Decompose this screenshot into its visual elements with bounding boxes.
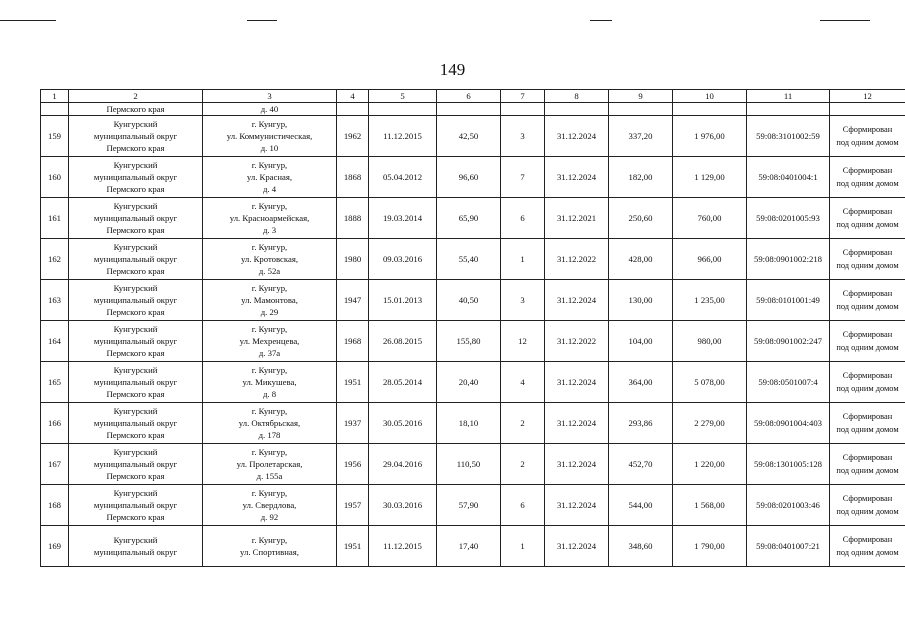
value-cell: 2 279,00: [673, 403, 747, 444]
date-cell: 05.04.2012: [369, 157, 437, 198]
value-cell: 966,00: [673, 239, 747, 280]
municipality-line: муниципальный округ: [93, 295, 178, 305]
deadline-cell: 31.12.2022: [545, 321, 609, 362]
deadline-cell: 31.12.2024: [545, 362, 609, 403]
municipality-line: Кунгурский: [113, 119, 158, 129]
value-cell: 348,60: [609, 526, 673, 567]
municipality-line: муниципальный округ: [93, 254, 178, 264]
scan-edge-mark: [590, 20, 612, 21]
status-cell: [830, 157, 905, 198]
value-cell: 182,00: [609, 157, 673, 198]
address-line: ул. Мехренцева,: [239, 336, 300, 346]
status-line: Сформирован: [842, 289, 893, 298]
page-number: 149: [439, 60, 466, 79]
municipality-line: Пермского края: [106, 389, 165, 399]
column-number-header: 2: [69, 90, 203, 103]
address-line: г. Кунгур,: [251, 283, 288, 293]
count-cell: 2: [501, 444, 545, 485]
cadastral-number-cell: 59:08:0201005:93: [747, 198, 830, 239]
scan-edge-mark: [820, 20, 870, 21]
municipality-line: Кунгурский: [113, 488, 158, 498]
municipality-line: Пермского края: [106, 307, 165, 317]
address-line: д. 3: [262, 225, 277, 235]
deadline-cell: 31.12.2021: [545, 198, 609, 239]
value-cell: 1 129,00: [673, 157, 747, 198]
status-cell: [830, 198, 905, 239]
address-cell: [203, 403, 337, 444]
address-line: ул. Мамонтова,: [241, 295, 298, 305]
table-cell: [69, 103, 203, 116]
address-line: г. Кунгур,: [251, 119, 288, 129]
value-cell: 130,00: [609, 280, 673, 321]
municipality-line: Пермского края: [106, 348, 165, 358]
municipality-line: Кунгурский: [113, 283, 158, 293]
municipality-line: Кунгурский: [113, 365, 158, 375]
value-cell: 104,00: [609, 321, 673, 362]
cadastral-number-cell: 59:08:0401007:21: [747, 526, 830, 567]
column-number-header: 5: [369, 90, 437, 103]
status-line: под одним домом: [836, 343, 899, 352]
table-row: [41, 403, 905, 444]
table-cell: [747, 103, 830, 116]
column-number-header: 8: [545, 90, 609, 103]
status-line: под одним домом: [836, 466, 899, 475]
municipality-line: муниципальный округ: [93, 459, 178, 469]
address-line: г. Кунгур,: [251, 406, 288, 416]
status-cell: [830, 526, 905, 567]
municipality-line: Кунгурский: [113, 242, 158, 252]
cadastral-number-cell: 59:08:0501007:4: [747, 362, 830, 403]
municipality-cell: [69, 280, 203, 321]
table-row: [41, 157, 905, 198]
address-line: г. Кунгур,: [251, 324, 288, 334]
cadastral-number-cell: 59:08:0401004:1: [747, 157, 830, 198]
count-cell: 3: [501, 116, 545, 157]
status-line: под одним домом: [836, 548, 899, 557]
status-line: Сформирован: [842, 207, 893, 216]
value-cell: 1 568,00: [673, 485, 747, 526]
date-cell: 29.04.2016: [369, 444, 437, 485]
address-line: ул. Кротовская,: [240, 254, 299, 264]
address-line: ул. Октябрьская,: [238, 418, 301, 428]
deadline-cell: 31.12.2024: [545, 280, 609, 321]
status-line: Сформирован: [842, 371, 893, 380]
address-line: г. Кунгур,: [251, 160, 288, 170]
count-cell: 2: [501, 403, 545, 444]
value-cell: 544,00: [609, 485, 673, 526]
count-cell: 12: [501, 321, 545, 362]
municipality-line: муниципальный округ: [93, 213, 178, 223]
status-cell: [830, 280, 905, 321]
municipality-cell: [69, 403, 203, 444]
municipality-line: Пермского края: [106, 143, 165, 153]
address-line: д. 4: [262, 184, 277, 194]
municipality-line: Пермского края: [106, 512, 165, 522]
status-line: под одним домом: [836, 179, 899, 188]
municipality-line: Пермского края: [106, 430, 165, 440]
count-cell: 6: [501, 485, 545, 526]
value-cell: 1 220,00: [673, 444, 747, 485]
address-line: д. 92: [260, 512, 279, 522]
address-cell: [203, 321, 337, 362]
year-cell: 1968: [337, 321, 369, 362]
column-number-header: 1: [41, 90, 69, 103]
row-number-cell: 164: [41, 321, 69, 362]
value-cell: 5 078,00: [673, 362, 747, 403]
status-line: Сформирован: [842, 125, 893, 134]
date-cell: 09.03.2016: [369, 239, 437, 280]
row-number-cell: 166: [41, 403, 69, 444]
date-cell: 30.03.2016: [369, 485, 437, 526]
row-number-cell: 159: [41, 116, 69, 157]
year-cell: 1951: [337, 362, 369, 403]
date-cell: 15.01.2013: [369, 280, 437, 321]
deadline-cell: 31.12.2024: [545, 403, 609, 444]
address-line: г. Кунгур,: [251, 447, 288, 457]
status-line: Сформирован: [842, 453, 893, 462]
status-cell: [830, 321, 905, 362]
address-cell: [203, 444, 337, 485]
table-row: [41, 280, 905, 321]
table-cell: [545, 103, 609, 116]
count-cell: 1: [501, 526, 545, 567]
year-cell: 1980: [337, 239, 369, 280]
cadastral-number-cell: 59:08:0901004:403: [747, 403, 830, 444]
municipality-cell: [69, 362, 203, 403]
table-row-continued: [41, 103, 905, 116]
address-line: д. 8: [262, 389, 277, 399]
row-number-cell: 163: [41, 280, 69, 321]
municipality-line: Кунгурский: [113, 324, 158, 334]
area-cell: 20,40: [437, 362, 501, 403]
status-cell: [830, 403, 905, 444]
address-cell: [203, 485, 337, 526]
municipality-line: муниципальный округ: [93, 547, 178, 557]
year-cell: 1957: [337, 485, 369, 526]
column-number-header: 11: [747, 90, 830, 103]
cadastral-number-cell: 59:08:0101001:49: [747, 280, 830, 321]
column-number-header: 6: [437, 90, 501, 103]
value-cell: 760,00: [673, 198, 747, 239]
scan-edge-mark: [0, 20, 56, 21]
address-line: г. Кунгур,: [251, 535, 288, 545]
status-cell: [830, 116, 905, 157]
deadline-cell: 31.12.2022: [545, 239, 609, 280]
address-cell: [203, 116, 337, 157]
row-number-cell: 167: [41, 444, 69, 485]
column-number-header: 9: [609, 90, 673, 103]
column-number-header: 7: [501, 90, 545, 103]
status-line: под одним домом: [836, 220, 899, 229]
address-cell: [203, 198, 337, 239]
address-cell: [203, 157, 337, 198]
row-number-cell: 169: [41, 526, 69, 567]
address-cell: [203, 280, 337, 321]
municipality-cell: [69, 485, 203, 526]
municipality-line: муниципальный округ: [93, 172, 178, 182]
table-row: [41, 198, 905, 239]
address-line: д. 52а: [258, 266, 281, 276]
address-line: ул. Спортивная,: [240, 547, 299, 557]
status-line: Сформирован: [842, 535, 893, 544]
area-cell: 65,90: [437, 198, 501, 239]
municipality-line: Пермского края: [106, 225, 165, 235]
registry-table: [40, 89, 905, 567]
date-cell: 11.12.2015: [369, 526, 437, 567]
year-cell: 1937: [337, 403, 369, 444]
year-cell: 1868: [337, 157, 369, 198]
municipality-cell: [69, 198, 203, 239]
status-cell: [830, 239, 905, 280]
table-cell: [369, 103, 437, 116]
table-cell: [830, 103, 905, 116]
status-cell: [830, 444, 905, 485]
date-cell: 28.05.2014: [369, 362, 437, 403]
municipality-line: Пермского края: [106, 471, 165, 481]
table-cell: [41, 103, 69, 116]
municipality-cell: [69, 239, 203, 280]
row-number-cell: 162: [41, 239, 69, 280]
cadastral-number-cell: 59:08:1301005:128: [747, 444, 830, 485]
table-cell: [337, 103, 369, 116]
column-number-header: 10: [673, 90, 747, 103]
value-cell: 364,00: [609, 362, 673, 403]
table-cell: [203, 103, 337, 116]
address-line: г. Кунгур,: [251, 365, 288, 375]
address-line: д. 29: [260, 307, 279, 317]
table-cell: [609, 103, 673, 116]
table-row: [41, 444, 905, 485]
table-row: [41, 485, 905, 526]
value-cell: 250,60: [609, 198, 673, 239]
year-cell: 1962: [337, 116, 369, 157]
deadline-cell: 31.12.2024: [545, 116, 609, 157]
area-cell: 18,10: [437, 403, 501, 444]
status-line: Сформирован: [842, 166, 893, 175]
address-cell: [203, 526, 337, 567]
count-cell: 1: [501, 239, 545, 280]
address-line: д. 178: [258, 430, 281, 440]
municipality-line: Пермского края: [106, 184, 165, 194]
cadastral-number-cell: 59:08:0901002:247: [747, 321, 830, 362]
municipality-cell: [69, 321, 203, 362]
municipality-line: Кунгурский: [113, 535, 158, 545]
date-cell: 11.12.2015: [369, 116, 437, 157]
date-cell: 26.08.2015: [369, 321, 437, 362]
table-row: [41, 362, 905, 403]
value-cell: 980,00: [673, 321, 747, 362]
table-cell: [437, 103, 501, 116]
municipality-line: муниципальный округ: [93, 131, 178, 141]
area-cell: 55,40: [437, 239, 501, 280]
status-line: под одним домом: [836, 425, 899, 434]
value-cell: 1 790,00: [673, 526, 747, 567]
count-cell: 6: [501, 198, 545, 239]
area-cell: 42,50: [437, 116, 501, 157]
address-line: ул. Красная,: [246, 172, 293, 182]
address-cell: [203, 239, 337, 280]
address-line: д. 37а: [258, 348, 281, 358]
row-number-cell: 161: [41, 198, 69, 239]
year-cell: 1888: [337, 198, 369, 239]
scan-edge-mark: [247, 20, 277, 21]
area-cell: 110,50: [437, 444, 501, 485]
address-line: ул. Пролетарская,: [236, 459, 303, 469]
municipality-line: Кунгурский: [113, 406, 158, 416]
address-line: г. Кунгур,: [251, 488, 288, 498]
year-cell: 1947: [337, 280, 369, 321]
table-cell: [673, 103, 747, 116]
status-cell: [830, 485, 905, 526]
address-line: ул. Микушева,: [242, 377, 297, 387]
status-line: Сформирован: [842, 412, 893, 421]
count-cell: 4: [501, 362, 545, 403]
area-cell: 96,60: [437, 157, 501, 198]
address-line: д. 155а: [256, 471, 283, 481]
municipality-line: муниципальный округ: [93, 500, 178, 510]
area-cell: 17,40: [437, 526, 501, 567]
address-line: г. Кунгур,: [251, 242, 288, 252]
municipality-line: Кунгурский: [113, 201, 158, 211]
column-number-header: 12: [830, 90, 905, 103]
municipality-line: Кунгурский: [113, 160, 158, 170]
municipality-cell: [69, 116, 203, 157]
column-number-header: 4: [337, 90, 369, 103]
municipality-line: муниципальный округ: [93, 336, 178, 346]
municipality-line: Кунгурский: [113, 447, 158, 457]
table-cell: [501, 103, 545, 116]
count-cell: 3: [501, 280, 545, 321]
status-line: под одним домом: [836, 507, 899, 516]
cadastral-number-cell: 59:08:0201003:46: [747, 485, 830, 526]
year-cell: 1956: [337, 444, 369, 485]
status-line: под одним домом: [836, 261, 899, 270]
value-cell: 1 976,00: [673, 116, 747, 157]
address-line: ул. Красноармейская,: [229, 213, 310, 223]
table-row: [41, 526, 905, 567]
row-number-cell: 168: [41, 485, 69, 526]
value-cell: 1 235,00: [673, 280, 747, 321]
deadline-cell: 31.12.2024: [545, 157, 609, 198]
value-cell: 337,20: [609, 116, 673, 157]
status-line: под одним домом: [836, 302, 899, 311]
status-line: Сформирован: [842, 330, 893, 339]
date-cell: 19.03.2014: [369, 198, 437, 239]
municipality-line: Пермского края: [106, 266, 165, 276]
date-cell: 30.05.2016: [369, 403, 437, 444]
value-cell: 452,70: [609, 444, 673, 485]
deadline-cell: 31.12.2024: [545, 485, 609, 526]
address-line: г. Кунгур,: [251, 201, 288, 211]
status-cell: [830, 362, 905, 403]
deadline-cell: 31.12.2024: [545, 526, 609, 567]
municipality-cell: [69, 444, 203, 485]
address-line: д. 10: [260, 143, 279, 153]
count-cell: 7: [501, 157, 545, 198]
table-row: [41, 239, 905, 280]
column-numbers-row: [41, 90, 905, 103]
municipality-line: муниципальный округ: [93, 377, 178, 387]
cadastral-number-cell: 59:08:0901002:218: [747, 239, 830, 280]
status-line: под одним домом: [836, 384, 899, 393]
municipality-cell: [69, 526, 203, 567]
table-row: [41, 116, 905, 157]
area-cell: 57,90: [437, 485, 501, 526]
status-line: Сформирован: [842, 494, 893, 503]
value-cell: 428,00: [609, 239, 673, 280]
column-number-header: 3: [203, 90, 337, 103]
status-line: Сформирован: [842, 248, 893, 257]
address-line: ул. Свердлова,: [242, 500, 297, 510]
cadastral-number-cell: 59:08:3101002:59: [747, 116, 830, 157]
area-cell: 155,80: [437, 321, 501, 362]
row-number-cell: 160: [41, 157, 69, 198]
address-line: ул. Коммунистическая,: [226, 131, 313, 141]
address-cell: [203, 362, 337, 403]
deadline-cell: 31.12.2024: [545, 444, 609, 485]
area-cell: 40,50: [437, 280, 501, 321]
municipality-line: Пермского края: [106, 104, 165, 114]
row-number-cell: 165: [41, 362, 69, 403]
table-row: [41, 321, 905, 362]
year-cell: 1951: [337, 526, 369, 567]
address-line: д. 40: [260, 104, 279, 114]
municipality-line: муниципальный округ: [93, 418, 178, 428]
municipality-cell: [69, 157, 203, 198]
status-line: под одним домом: [836, 138, 899, 147]
value-cell: 293,86: [609, 403, 673, 444]
